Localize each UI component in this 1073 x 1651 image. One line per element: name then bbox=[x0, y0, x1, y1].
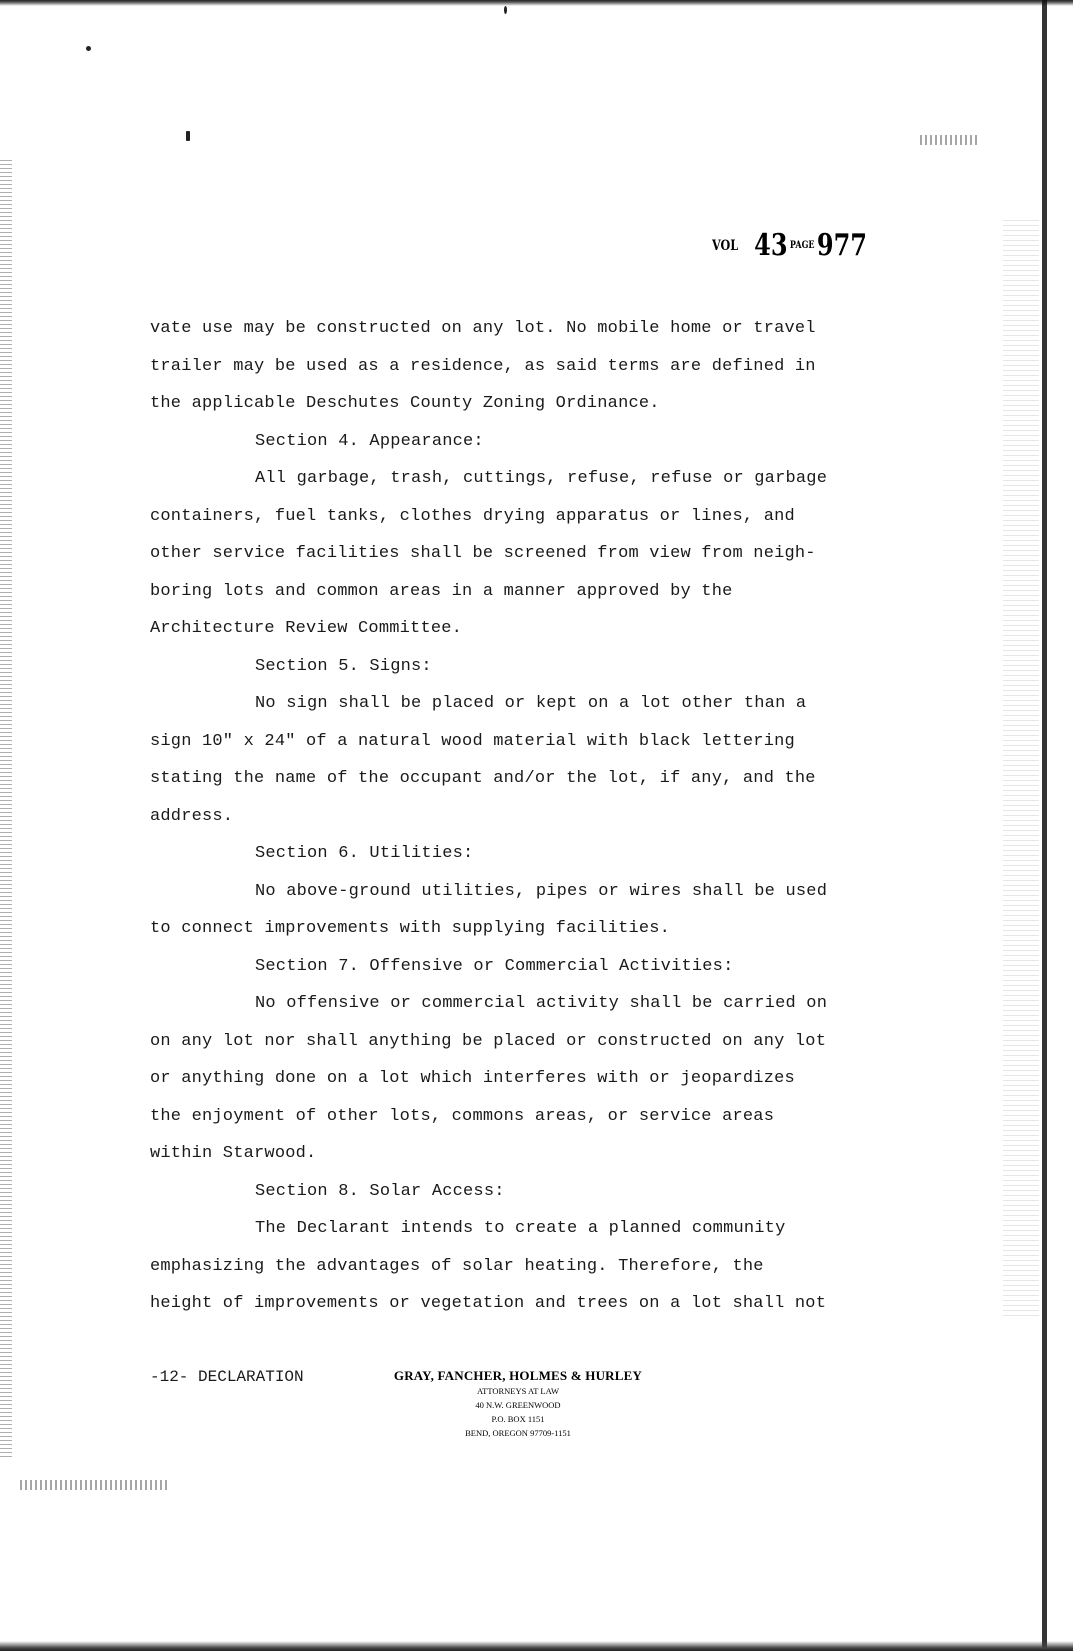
section-heading: Section 4. Appearance: bbox=[255, 431, 484, 451]
body-line: address. bbox=[150, 806, 234, 826]
scan-speck bbox=[504, 6, 507, 14]
volume-number: 43 bbox=[754, 228, 788, 263]
body-line: the enjoyment of other lots, commons areas, or service areas bbox=[150, 1106, 775, 1126]
page-number: 977 bbox=[816, 228, 867, 263]
scan-speck bbox=[186, 131, 190, 141]
body-line: the applicable Deschutes County Zoning Ordinance. bbox=[150, 394, 660, 413]
section-heading: Section 5. Signs: bbox=[255, 656, 432, 676]
scan-speckle-right bbox=[1003, 220, 1039, 1320]
scan-edge-bottom bbox=[0, 1641, 1073, 1651]
body-line: Architecture Review Committee. bbox=[150, 619, 463, 638]
section-heading: Section 6. Utilities: bbox=[255, 844, 474, 863]
scan-edge-right bbox=[1042, 0, 1047, 1651]
body-line: within Starwood. bbox=[150, 1144, 317, 1163]
body-line: No offensive or commercial activity shall be carried on bbox=[255, 994, 828, 1013]
firm-address-city: BEND, OREGON 97709-1151 bbox=[465, 1428, 571, 1438]
scan-edge-left bbox=[0, 160, 12, 1460]
scan-smudge bbox=[20, 1480, 170, 1490]
firm-name: GRAY, FANCHER, HOLMES & HURLEY bbox=[393, 1368, 643, 1383]
volume-label: VOL bbox=[712, 237, 739, 254]
body-line: No above-ground utilities, pipes or wires shall be used bbox=[255, 881, 828, 901]
body-line: containers, fuel tanks, clothes drying apparatus or lines, and bbox=[150, 506, 795, 526]
body-line: trailer may be used as a residence, as said terms are defined in bbox=[150, 356, 816, 376]
body-line: No sign shall be placed or kept on a lot other than a bbox=[255, 694, 807, 713]
section-heading: Section 7. Offensive or Commercial Activities: bbox=[255, 956, 734, 976]
body-line: emphasizing the advantages of solar heating. Therefore, the bbox=[150, 1256, 764, 1276]
body-line: sign 10" x 24" of a natural wood material with black lettering bbox=[150, 731, 795, 751]
body-line: on any lot nor shall anything be placed or constructed on any lot bbox=[150, 1031, 827, 1051]
scan-speck bbox=[86, 46, 91, 51]
footer-page-label: -12- DECLARATION bbox=[150, 1368, 304, 1386]
law-firm-block bbox=[388, 1368, 648, 1440]
body-line: or anything done on a lot which interferes with or jeopardizes bbox=[150, 1069, 795, 1088]
body-line: boring lots and common areas in a manner approved by the bbox=[150, 581, 733, 601]
firm-address-po: P.O. BOX 1151 bbox=[491, 1414, 545, 1424]
section-heading: Section 8. Solar Access: bbox=[255, 1181, 505, 1201]
document-body bbox=[150, 310, 920, 1323]
body-line: vate use may be constructed on any lot. No mobile home or travel bbox=[150, 319, 816, 338]
volume-page-stamp bbox=[712, 228, 867, 263]
body-line: height of improvements or vegetation and trees on a lot shall not bbox=[150, 1294, 827, 1313]
body-line: other service facilities shall be screened from view from neigh- bbox=[150, 544, 816, 563]
body-line: All garbage, trash, cuttings, refuse, refuse or garbage bbox=[255, 469, 828, 488]
body-line: to connect improvements with supplying facilities. bbox=[150, 919, 671, 938]
firm-address-street: 40 N.W. GREENWOOD bbox=[475, 1400, 561, 1410]
body-line: The Declarant intends to create a planned community bbox=[255, 1219, 786, 1238]
page-label: PAGE bbox=[789, 240, 815, 251]
body-line: stating the name of the occupant and/or the lot, if any, and the bbox=[150, 769, 816, 788]
firm-title: ATTORNEYS AT LAW bbox=[476, 1386, 560, 1396]
scan-smudge bbox=[920, 135, 980, 145]
scan-edge-top bbox=[0, 0, 1073, 6]
